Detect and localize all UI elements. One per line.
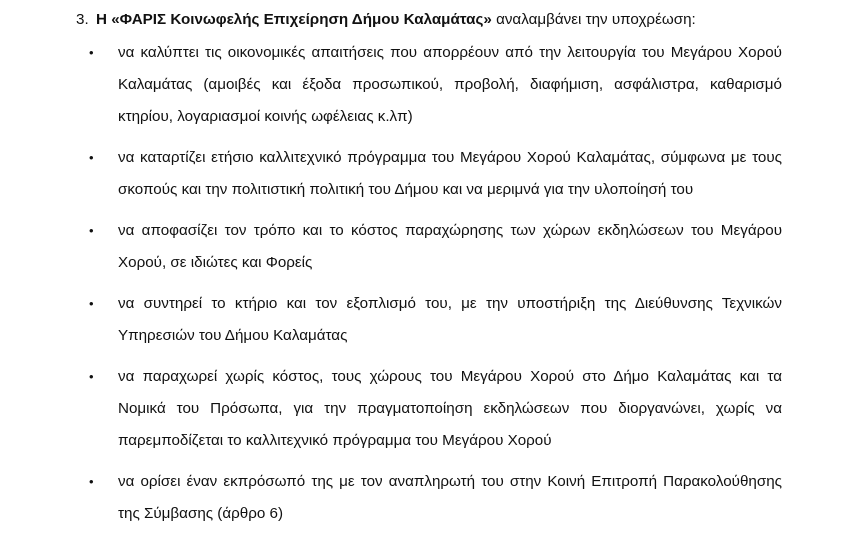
list-item-text: να καλύπτει τις οικονομικές απαιτήσεις που απορρέουν από την λειτουργία του Μεγάρου Χορού Καλαμάτας (αμοιβές και έξοδα προσωπικού, προβολή, διαφήμιση, ασφάλιστρα, καθαρισμό κτηρίου, λογαριασμοί κοινής ωφέλειας κ.λπ): [118, 44, 782, 125]
list-item-text: να παραχωρεί χωρίς κόστος, τους χώρους του Μεγάρου Χορού στο Δήμο Καλαμάτας και τα Νομικά του Πρόσωπα, για την πραγματοποίηση εκδηλώσεων που διοργανώνει, χωρίς να παρεμποδίζεται το καλλιτεχνικό πρόγραμμα του Μεγάρου Χορού: [118, 368, 782, 449]
list-item: [0, 466, 862, 530]
obligations-list: [0, 37, 862, 539]
bullet-icon: •: [89, 223, 94, 238]
section-heading: [76, 10, 796, 30]
list-item: [0, 142, 862, 206]
bullet-icon: •: [89, 45, 94, 60]
list-item: [0, 37, 862, 133]
list-item-text: να καταρτίζει ετήσιο καλλιτεχνικό πρόγραμμα του Μεγάρου Χορού Καλαμάτας, σύμφωνα με τους σκοπούς και την πολιτιστική πολιτική του Δήμου και να μεριμνά για την υλοποίησή του: [118, 149, 782, 198]
section-heading-rest: αναλαμβάνει την υποχρέωση:: [491, 11, 696, 28]
list-item: [0, 288, 862, 352]
list-item: [0, 361, 862, 457]
section-bold-title: Η «ΦΑΡΙΣ Κοινωφελής Επιχείρηση Δήμου Καλαμάτας»: [96, 11, 492, 28]
bullet-icon: •: [89, 369, 94, 384]
bullet-icon: •: [89, 474, 94, 489]
list-item-text: να αποφασίζει τον τρόπο και το κόστος παραχώρησης των χώρων εκδηλώσεων του Μεγάρου Χορού, σε ιδιώτες και Φορείς: [118, 222, 782, 271]
bullet-icon: •: [89, 296, 94, 311]
list-item-text: να ορίσει έναν εκπρόσωπό της με τον αναπληρωτή του στην Κοινή Επιτροπή Παρακολούθησης της Σύμβασης (άρθρο 6): [118, 473, 782, 522]
section-number: 3.: [76, 11, 89, 28]
list-item: [0, 215, 862, 279]
list-item-text: να συντηρεί το κτήριο και τον εξοπλισμό του, με την υποστήριξη της Διεύθυνσης Τεχνικών Υπηρεσιών του Δήμου Καλαμάτας: [118, 295, 782, 344]
bullet-icon: •: [89, 150, 94, 165]
